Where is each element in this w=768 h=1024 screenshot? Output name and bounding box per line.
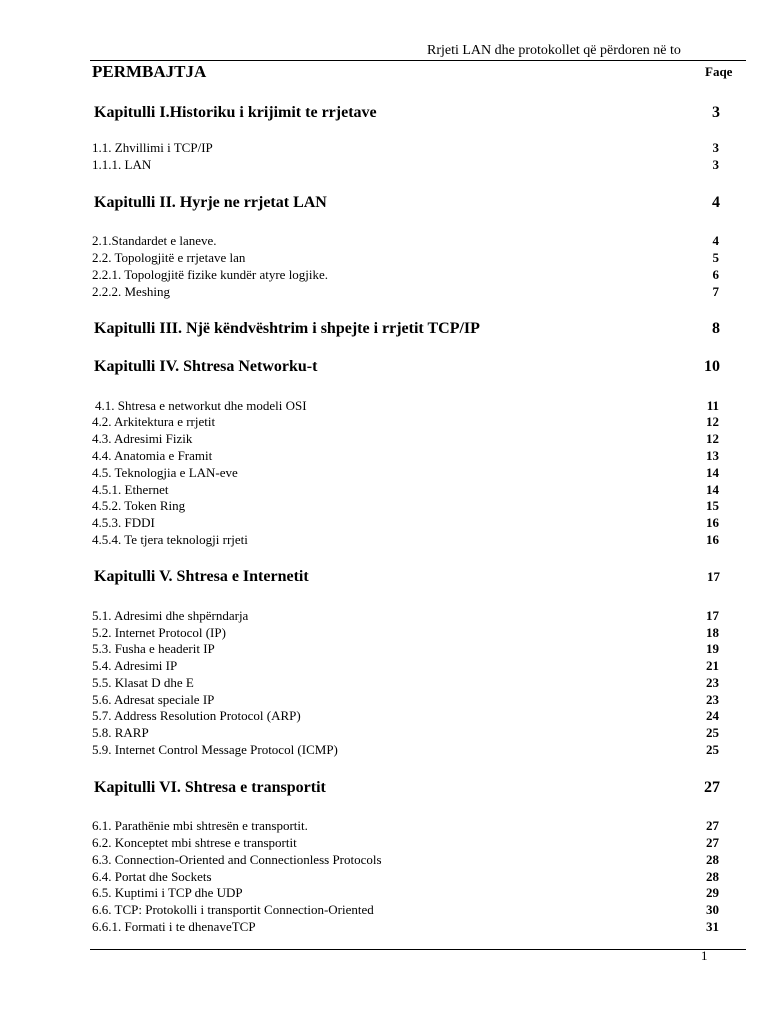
toc-entry-page: 7 <box>712 284 719 299</box>
toc-entry: 6.1. Parathënie mbi shtresën e transportit. <box>92 818 308 833</box>
toc-entry-page: 13 <box>706 448 719 463</box>
toc-entry: 6.2. Konceptet mbi shtrese e transportit <box>92 835 297 850</box>
toc-entry: 4.5. Teknologjia e LAN-eve <box>92 465 238 480</box>
header-rule <box>90 60 746 61</box>
toc-entry: 5.4. Adresimi IP <box>92 658 178 673</box>
chapter-page-number: 3 <box>712 104 720 121</box>
toc-entry-page: 25 <box>706 742 719 757</box>
toc-entry: 6.3. Connection-Oriented and Connectionless Protocols <box>92 852 382 867</box>
toc-entry-page: 3 <box>712 157 719 172</box>
toc-entry-page: 23 <box>706 675 719 690</box>
toc-entry: 4.3. Adresimi Fizik <box>92 431 193 446</box>
toc-entry-page: 16 <box>706 515 719 530</box>
toc-entry-page: 12 <box>706 414 719 429</box>
toc-entry-page: 24 <box>706 708 719 723</box>
toc-entry: 4.5.3. FDDI <box>92 515 155 530</box>
toc-entry-page: 5 <box>712 250 719 265</box>
toc-entry: 6.4. Portat dhe Sockets <box>92 869 212 884</box>
toc-entry-page: 3 <box>712 140 719 155</box>
toc-entry-page: 23 <box>706 692 719 707</box>
toc-entry: 6.6.1. Formati i te dhenaveTCP <box>92 919 256 934</box>
toc-entry: 5.2. Internet Protocol (IP) <box>92 625 226 640</box>
chapter-title: Kapitulli III. Një këndvështrim i shpejte i rrjetit TCP/IP <box>94 320 480 337</box>
footer-rule <box>90 949 746 950</box>
toc-entry-page: 11 <box>706 398 719 413</box>
toc-entry: 5.1. Adresimi dhe shpërndarja <box>92 608 249 623</box>
toc-entry: 2.2.2. Meshing <box>92 284 170 299</box>
toc-entry: 5.6. Adresat speciale IP <box>92 692 215 707</box>
page-column-label: Faqe <box>705 64 733 79</box>
toc-entry-page: 31 <box>706 919 719 934</box>
toc-entry-page: 18 <box>706 625 719 640</box>
toc-entry-page: 27 <box>706 835 719 850</box>
toc-entry-page: 25 <box>706 725 719 740</box>
toc-entry: 2.2.1. Topologjitë fizike kundër atyre logjike. <box>92 267 329 282</box>
toc-entry: 4.5.4. Te tjera teknologji rrjeti <box>92 532 248 547</box>
toc-entry: 4.4. Anatomia e Framit <box>92 448 213 463</box>
toc-entry: 6.6. TCP: Protokolli i transportit Connection-Oriented <box>92 902 374 917</box>
chapter-title: Kapitulli V. Shtresa e Internetit <box>94 568 309 585</box>
toc-entry: 2.1.Standardet e laneve. <box>92 233 217 248</box>
chapter-page-number: 4 <box>712 194 720 211</box>
toc-entry-page: 6 <box>712 267 719 282</box>
toc-entry-page: 15 <box>706 498 719 513</box>
toc-entry-page: 17 <box>706 608 719 623</box>
chapter-title: Kapitulli II. Hyrje ne rrjetat LAN <box>94 194 327 211</box>
toc-entry: 5.5. Klasat D dhe E <box>92 675 194 690</box>
toc-entry-page: 28 <box>706 852 719 867</box>
chapter-page-number: 8 <box>712 320 720 337</box>
toc-entry-page: 4 <box>712 233 719 248</box>
toc-entry: 5.3. Fusha e headerit IP <box>92 641 215 656</box>
toc-entry: 4.1. Shtresa e networkut dhe modeli OSI <box>95 398 307 413</box>
toc-entry-page: 21 <box>706 658 719 673</box>
toc-entry: 4.2. Arkitektura e rrjetit <box>92 414 216 429</box>
toc-entry-page: 27 <box>706 818 719 833</box>
toc-entry-page: 28 <box>706 869 719 884</box>
toc-entry-page: 12 <box>706 431 719 446</box>
toc-entry: 6.5. Kuptimi i TCP dhe UDP <box>92 885 243 900</box>
toc-entry: 4.5.1. Ethernet <box>92 482 169 497</box>
toc-entry-page: 29 <box>706 885 719 900</box>
chapter-title: Kapitulli VI. Shtresa e transportit <box>94 779 326 796</box>
running-header: Rrjeti LAN dhe protokollet që përdoren në to <box>427 43 681 58</box>
chapter-title: Kapitulli I.Historiku i krijimit te rrjetave <box>94 104 377 121</box>
toc-entry: 4.5.2. Token Ring <box>92 498 186 513</box>
toc-entry-page: 14 <box>706 465 719 480</box>
chapter-page-number: 27 <box>704 779 720 796</box>
chapter-title: Kapitulli IV. Shtresa Networku-t <box>94 358 318 375</box>
page-number: 1 <box>701 948 708 963</box>
toc-entry-page: 16 <box>706 532 719 547</box>
toc-entry-page: 30 <box>706 902 719 917</box>
chapter-page-number: 10 <box>704 358 720 375</box>
toc-entry: 5.9. Internet Control Message Protocol (ICMP) <box>92 742 338 757</box>
toc-entry: 1.1. Zhvillimi i TCP/IP <box>92 140 213 155</box>
toc-entry: 2.2. Topologjitë e rrjetave lan <box>92 250 246 265</box>
toc-entry: 5.7. Address Resolution Protocol (ARP) <box>92 708 301 723</box>
toc-entry-page: 19 <box>706 641 719 656</box>
toc-entry: 5.8. RARP <box>92 725 149 740</box>
chapter-page-number: 17 <box>707 569 720 584</box>
toc-entry: 1.1.1. LAN <box>92 157 152 172</box>
toc-entry-page: 14 <box>706 482 719 497</box>
toc-title: PERMBAJTJA <box>92 62 207 81</box>
